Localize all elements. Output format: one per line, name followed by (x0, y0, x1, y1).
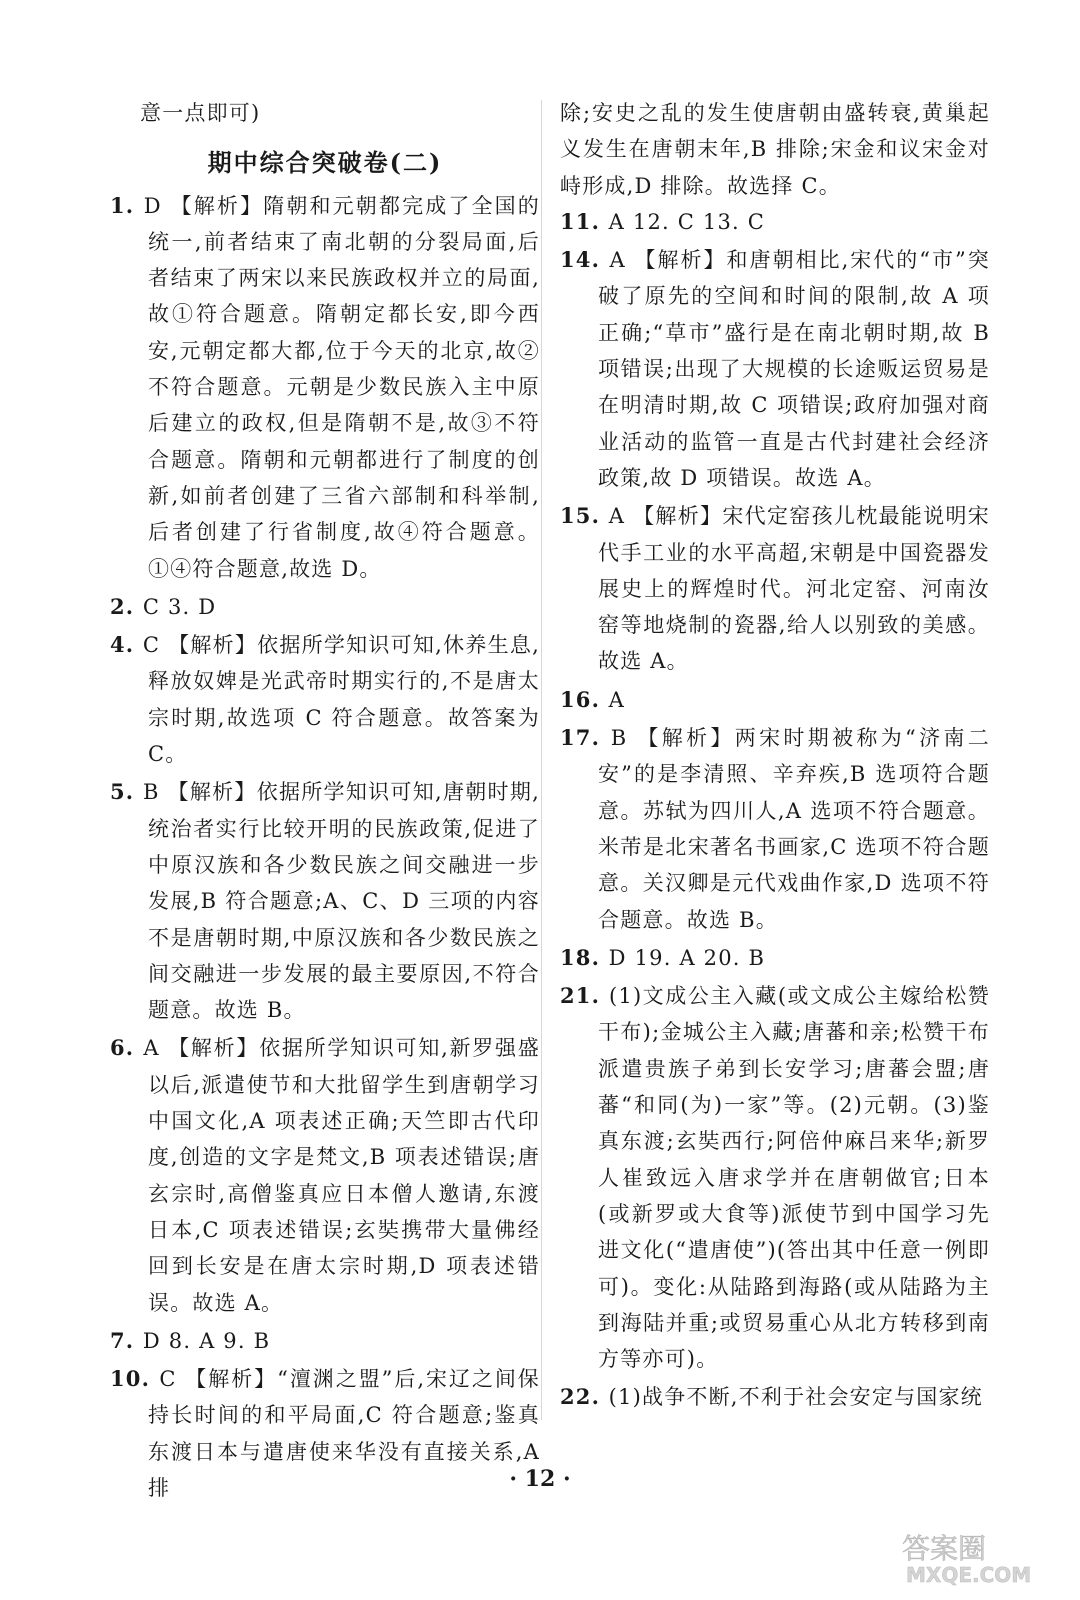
answer-number: 21. (560, 983, 609, 1009)
answer-item (560, 242, 990, 496)
answer-number: 17. (560, 725, 611, 751)
answer-number: 4. (110, 632, 143, 658)
answer-number: 6. (110, 1035, 144, 1061)
left-column (110, 95, 540, 1508)
answer-item (560, 940, 990, 976)
section-title: 期中综合突破卷(二) (207, 148, 443, 178)
answer-text: D 【解析】隋朝和元朝都完成了全国的统一,前者结束了南北朝的分裂局面,后者结束了两宋以来民族政权并立的局面,故①符合题意。隋朝定都长安,即今西安,元朝定都大都,位于今天的北京,故②不符合题意。元朝是少数民族入主中原后建立的政权,但是隋朝不是,故③不符合题意。隋朝和元朝都进行了制度的创新,如前者创建了三省六部制和科举制,后者创建了行省制度,故④符合题意。①④符合题意,故选 D。 (143, 193, 540, 581)
answer-item (560, 1379, 990, 1415)
answer-text: D 19. A 20. B (608, 945, 766, 970)
watermark-logo (896, 1528, 1066, 1586)
answer-text: A (608, 687, 626, 712)
left-answer-list (110, 188, 540, 1507)
answer-number: 2. (110, 593, 143, 619)
answer-number: 14. (560, 247, 610, 273)
continued-text: 意一点即可) (140, 101, 261, 125)
answer-number: 18. (560, 944, 609, 970)
answer-text: A 【解析】宋代定窑孩儿枕最能说明宋代手工业的水平高超,宋朝是中国瓷器发展史上的辉煌时代。河北定窑、河南汝窑等地烧制的瓷器,给人以别致的美感。故选 A。 (598, 504, 990, 674)
answer-item (110, 589, 540, 625)
answer-text: A 【解析】和唐朝相比,宋代的“市”突破了原先的空间和时间的限制,故 A 项正确;“草市”盛行是在南北朝时期,故 B 项错误;出现了大规模的长途贩运贸易是在明清时期,故 C 项错误;政府加强对商业活动的监管一直是古代封建社会经济政策,故 D 项错误。故选 A。 (598, 248, 990, 490)
answer-text: B 【解析】两宋时期被称为“济南二安”的是李清照、辛弃疾,B 选项符合题意。苏轼为四川人,A 选项不符合题意。米芾是北宋著名书画家,C 选项不符合题意。关汉卿是元代戏曲作家,D 选项不符合题意。故选 B。 (598, 726, 990, 932)
answer-item (560, 498, 990, 679)
answer-item (110, 627, 540, 772)
watermark-line1: 答案圈 (902, 1532, 987, 1565)
answer-number: 15. (560, 503, 609, 529)
answer-text: A 12. C 13. C (608, 209, 766, 234)
answer-item (110, 774, 540, 1028)
answer-text: A 【解析】依据所学知识可知,新罗强盛以后,派遣使节和大批留学生到唐朝学习中国文化,A 项表述正确;天竺即古代印度,创造的文字是梵文,B 项表述错误;唐玄宗时,高僧鉴真应日本僧人邀请,东渡日本,C 项表述错误;玄奘携带大量佛经回到长安是在唐太宗时期,D 项表述错误。故选 A。 (143, 1036, 540, 1315)
answer-text: C 3. D (142, 594, 217, 619)
answer-number: 1. (110, 192, 144, 218)
answer-text: D 8. A 9. B (142, 1328, 271, 1353)
answer-number: 5. (110, 779, 143, 805)
answer-text: B 【解析】依据所学知识可知,唐朝时期,统治者实行比较开明的民族政策,促进了中原汉族和各少数民族之间交融进一步发展,B 符合题意;A、C、D 三项的内容不是唐朝时期,中原汉族和各少数民族之间交融进一步发展的最主要原因,不符合题意。故选 B。 (142, 780, 540, 1023)
answer-item (110, 188, 540, 587)
answer-item (110, 1323, 540, 1359)
column-divider (541, 100, 542, 1420)
answer-text: C 【解析】“澶渊之盟”后,宋辽之间保持长时间的和平局面,C 符合题意;鉴真东渡日本与遣唐使来华没有直接关系,A 排 (148, 1367, 540, 1500)
answer-item (560, 720, 990, 938)
answer-number: 22. (560, 1384, 609, 1410)
continued-text: 除;安史之乱的发生使唐朝由盛转衰,黄巢起义发生在唐朝末年,B 排除;宋金和议宋金对峙形成,D 排除。故选择 C。 (560, 101, 990, 198)
answer-text: (1)文成公主入藏(或文成公主嫁给松赞干布);金城公主入藏;唐蕃和亲;松赞干布派遣贵族子弟到长安学习;唐蕃会盟;唐蕃“和同(为)一家”等。(2)元朝。(3)鉴真东渡;玄奘西行;阿倍仲麻吕来华;新罗人崔致远入唐求学并在唐朝做官;日本(或新罗或大食等)派使节到中国学习先进文化(“遣唐使”)(答出其中任意一例即可)。变化:从陆路到海路(或从陆路为主到海陆并重;或贸易重心从北方转移到南方等亦可)。 (598, 984, 990, 1372)
answer-number: 16. (560, 686, 609, 712)
answer-text: (1)战争不断,不利于社会安定与国家统 (608, 1385, 983, 1410)
page-number: · 12 · (509, 1466, 571, 1492)
answer-text: C 【解析】依据所学知识可知,休养生息,释放奴婢是光武帝时期实行的,不是唐太宗时期,故选项 C 符合题意。故答案为 C。 (142, 633, 540, 767)
answer-number: 10. (110, 1366, 160, 1392)
answer-number: 11. (560, 208, 609, 234)
answer-item (110, 1030, 540, 1320)
watermark-line2: MXQE.COM (906, 1563, 1032, 1586)
answer-item (560, 204, 990, 240)
right-answer-list (560, 204, 990, 1416)
answer-item (560, 978, 990, 1377)
right-column (560, 95, 990, 1418)
answer-number: 7. (110, 1327, 143, 1353)
answer-item (560, 682, 990, 718)
